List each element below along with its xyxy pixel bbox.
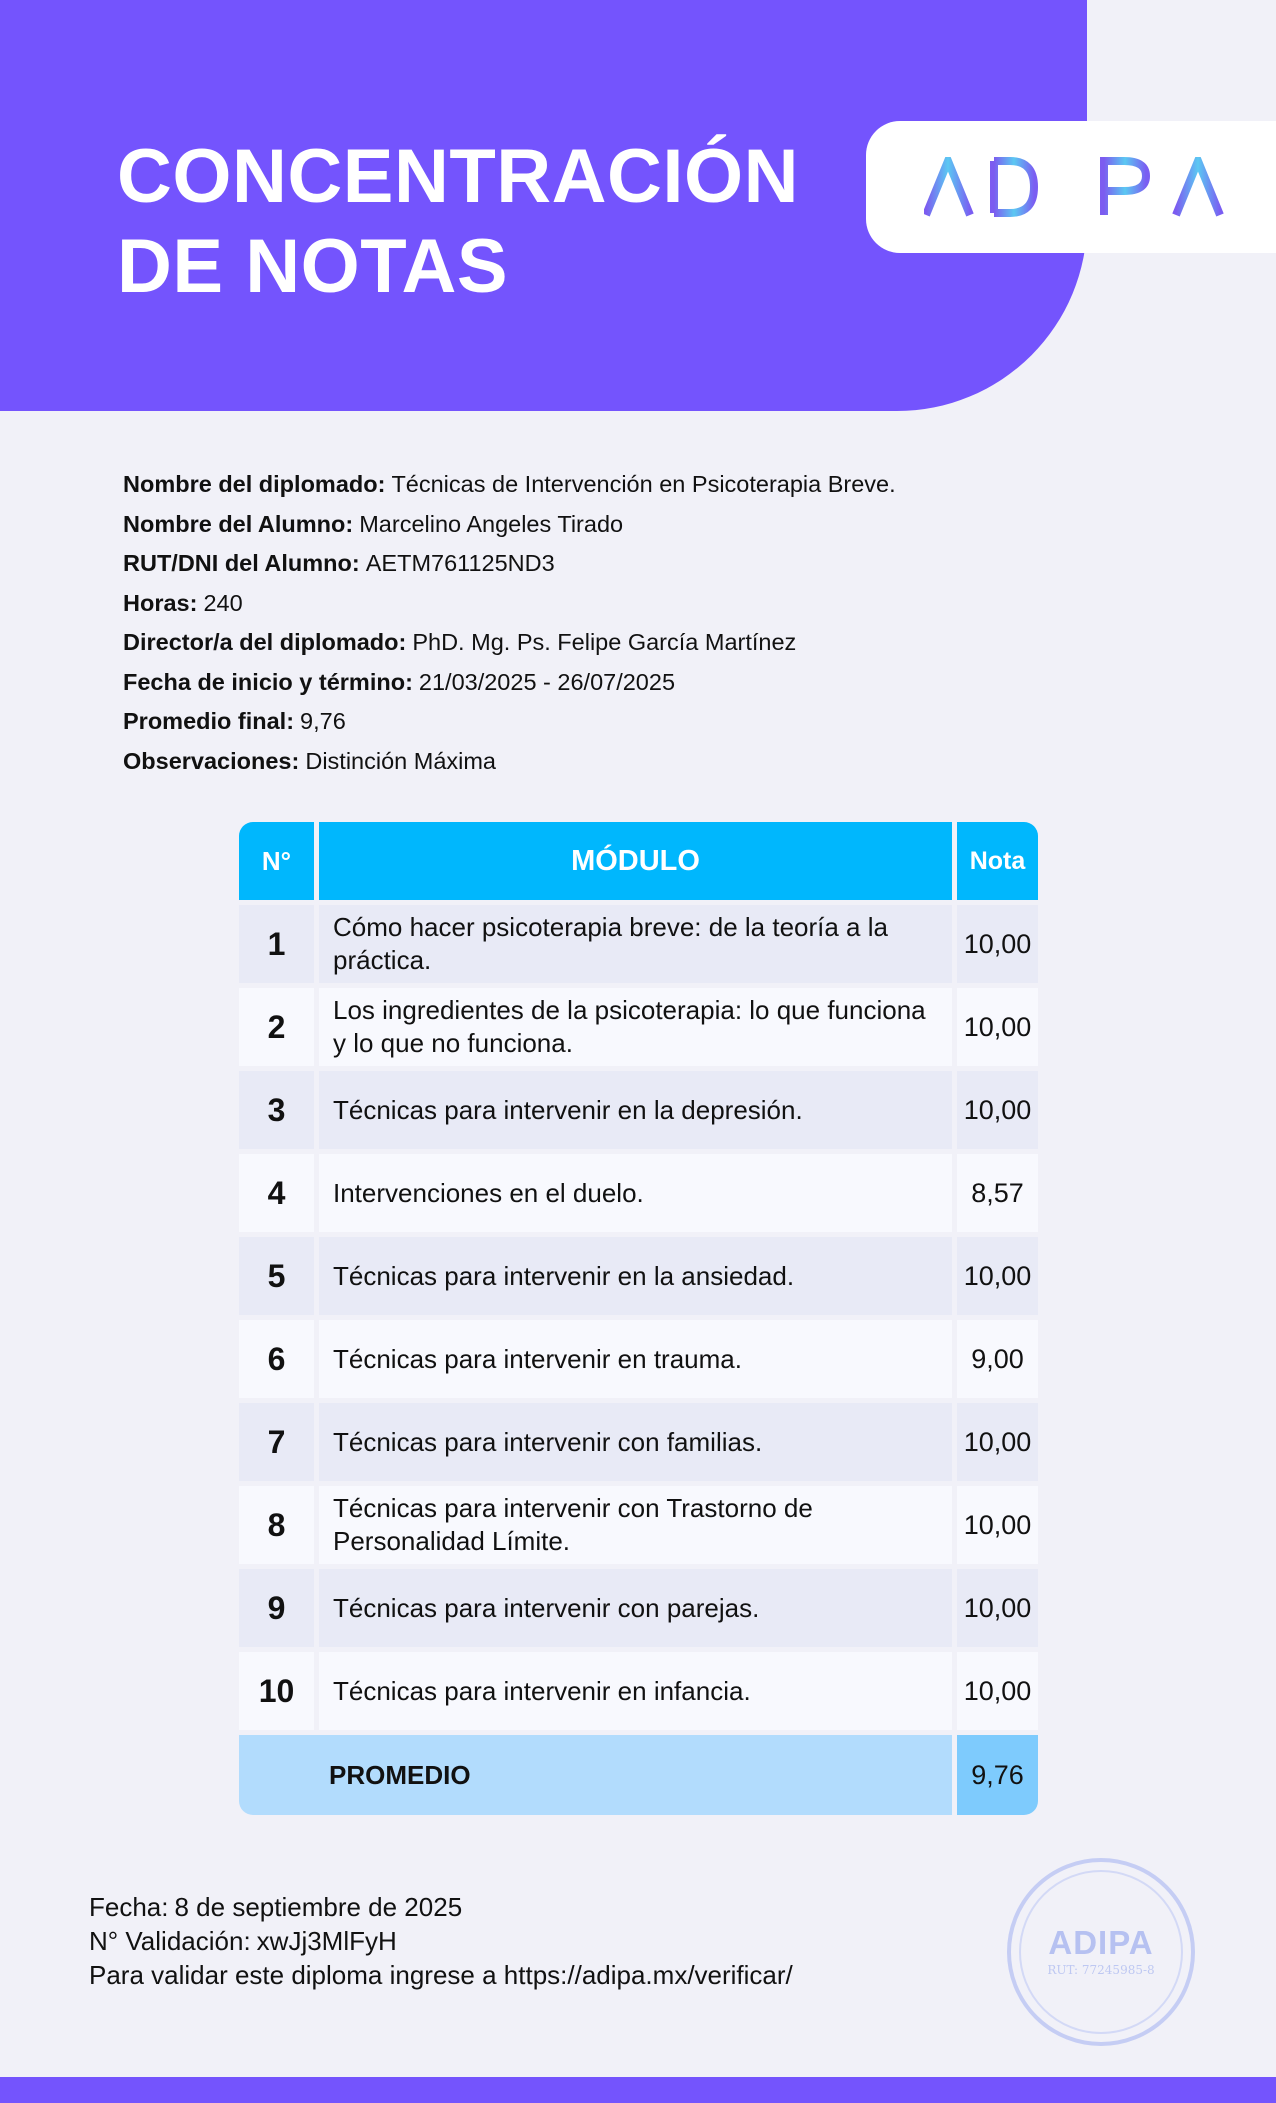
adipa-seal bbox=[1007, 1858, 1195, 2046]
row-num: 2 bbox=[239, 988, 314, 1066]
row-module: Técnicas para intervenir con familias. bbox=[319, 1403, 952, 1481]
row-grade: 10,00 bbox=[957, 1237, 1038, 1315]
table-row bbox=[239, 1320, 1038, 1398]
info-horas: Horas: 240 bbox=[123, 589, 243, 616]
issue-date: Fecha: 8 de septiembre de 2025 bbox=[89, 1892, 463, 1922]
header-grade: Nota bbox=[957, 822, 1038, 900]
row-grade: 10,00 bbox=[957, 905, 1038, 983]
issue-info bbox=[89, 1890, 793, 1992]
table-header bbox=[239, 822, 1038, 900]
row-grade: 10,00 bbox=[957, 1652, 1038, 1730]
row-grade: 9,00 bbox=[957, 1320, 1038, 1398]
row-module: Técnicas para intervenir con Trastorno de Personalidad Límite. bbox=[319, 1486, 952, 1564]
row-module: Técnicas para intervenir con parejas. bbox=[319, 1569, 952, 1647]
header-num: N° bbox=[239, 822, 314, 900]
table-row bbox=[239, 1403, 1038, 1481]
footer-label: PROMEDIO bbox=[239, 1735, 952, 1815]
info-fecha: Fecha de inicio y término: 21/03/2025 - 26/07/2025 bbox=[123, 668, 676, 695]
row-num: 5 bbox=[239, 1237, 314, 1315]
info-director: Director/a del diplomado: PhD. Mg. Ps. Felipe García Martínez bbox=[123, 629, 797, 655]
seal-rut: RUT: 77245985-8 bbox=[1047, 1963, 1155, 1977]
row-num: 3 bbox=[239, 1071, 314, 1149]
table-row bbox=[239, 1569, 1038, 1647]
validation-code: N° Validación: xwJj3MlFyH bbox=[89, 1926, 397, 1956]
info-observaciones: Observaciones: Distinción Máxima bbox=[123, 747, 497, 774]
row-module: Intervenciones en el duelo. bbox=[319, 1154, 952, 1232]
row-grade: 10,00 bbox=[957, 1569, 1038, 1647]
table-row bbox=[239, 1486, 1038, 1564]
table-row bbox=[239, 988, 1038, 1066]
header-module: MÓDULO bbox=[319, 822, 952, 900]
info-promedio: Promedio final: 9,76 bbox=[123, 708, 346, 734]
row-module: Los ingredientes de la psicoterapia: lo que funciona y lo que no funciona. bbox=[319, 988, 952, 1066]
row-num: 1 bbox=[239, 905, 314, 983]
student-info bbox=[123, 465, 1123, 781]
row-num: 7 bbox=[239, 1403, 314, 1481]
validation-instructions: Para validar este diploma ingrese a https://adipa.mx/verificar/ bbox=[89, 1960, 793, 1990]
row-module: Técnicas para intervenir en trauma. bbox=[319, 1320, 952, 1398]
table-row bbox=[239, 905, 1038, 983]
page-title-line-1: CONCENTRACIÓN bbox=[117, 134, 800, 219]
row-module: Técnicas para intervenir en la depresión. bbox=[319, 1071, 952, 1149]
adipa-logo-wordmark bbox=[924, 157, 1228, 217]
row-grade: 10,00 bbox=[957, 988, 1038, 1066]
row-grade: 8,57 bbox=[957, 1154, 1038, 1232]
table-row bbox=[239, 1154, 1038, 1232]
grades-table bbox=[239, 822, 1038, 1815]
row-num: 4 bbox=[239, 1154, 314, 1232]
row-module: Cómo hacer psicoterapia breve: de la teoría a la práctica. bbox=[319, 905, 952, 983]
page-title bbox=[117, 132, 799, 312]
page-title-line-2: DE NOTAS bbox=[117, 224, 509, 309]
row-num: 8 bbox=[239, 1486, 314, 1564]
row-grade: 10,00 bbox=[957, 1486, 1038, 1564]
info-alumno: Nombre del Alumno: Marcelino Angeles Tirado bbox=[123, 510, 624, 537]
table-row bbox=[239, 1071, 1038, 1149]
table-row bbox=[239, 1237, 1038, 1315]
row-module: Técnicas para intervenir en la ansiedad. bbox=[319, 1237, 952, 1315]
bottom-bar bbox=[0, 2077, 1276, 2103]
row-num: 9 bbox=[239, 1569, 314, 1647]
info-diplomado: Nombre del diplomado: Técnicas de Intervención en Psicoterapia Breve. bbox=[123, 471, 896, 497]
row-module: Técnicas para intervenir en infancia. bbox=[319, 1652, 952, 1730]
table-body bbox=[239, 905, 1038, 1730]
footer-average: 9,76 bbox=[957, 1735, 1038, 1815]
table-footer bbox=[239, 1735, 1038, 1815]
row-grade: 10,00 bbox=[957, 1071, 1038, 1149]
seal-name: ADIPA bbox=[1048, 1924, 1154, 1961]
row-num: 6 bbox=[239, 1320, 314, 1398]
row-num: 10 bbox=[239, 1652, 314, 1730]
row-grade: 10,00 bbox=[957, 1403, 1038, 1481]
info-rut: RUT/DNI del Alumno: AETM761125ND3 bbox=[123, 550, 555, 576]
adipa-logo bbox=[866, 121, 1276, 253]
table-row bbox=[239, 1652, 1038, 1730]
